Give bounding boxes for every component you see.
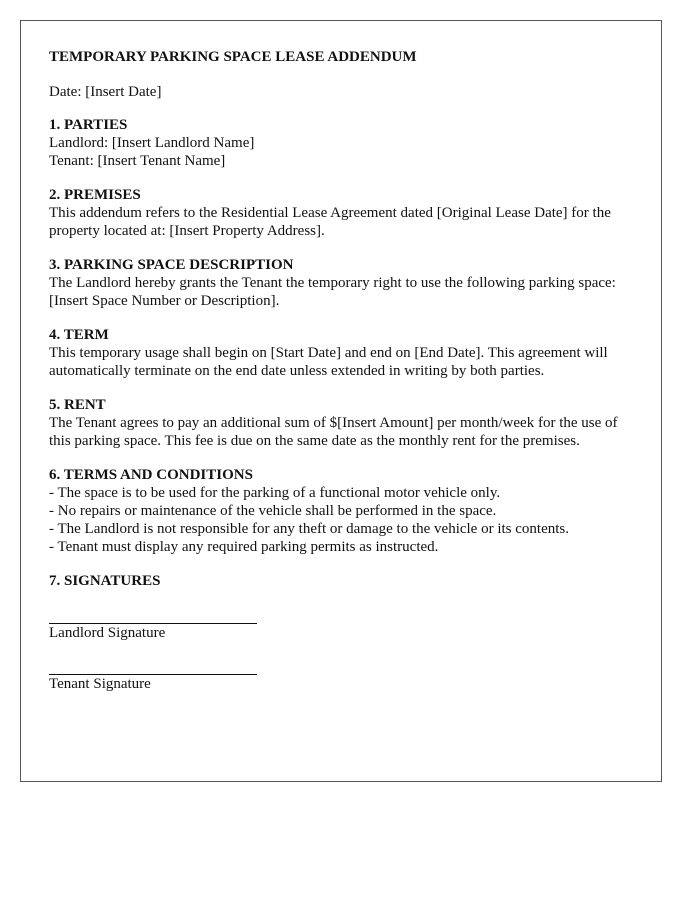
- section-terms-and-conditions: [49, 466, 639, 556]
- section-text: This addendum refers to the Residential Lease Agreement dated [Original Lease Date] for the property located at: [Insert Property Address].: [49, 205, 611, 239]
- section-heading: 7. SIGNATURES: [49, 573, 161, 589]
- tenant-signature-label: Tenant Signature: [49, 676, 151, 692]
- section-text: The Tenant agrees to pay an additional sum of $[Insert Amount] per month/week for the use of this parking space. This fee is due on the same date as the monthly rent for the premises.: [49, 415, 618, 449]
- section-heading: 2. PREMISES: [49, 187, 141, 203]
- condition-item: - The space is to be used for the parking of a functional motor vehicle only.: [49, 485, 501, 501]
- landlord-name-line: Landlord: [Insert Landlord Name]: [49, 135, 255, 151]
- landlord-signature-label: Landlord Signature: [49, 625, 166, 641]
- landlord-signature-line: [49, 590, 257, 624]
- condition-item: - No repairs or maintenance of the vehicle shall be performed in the space.: [49, 503, 497, 519]
- condition-item: - Tenant must display any required parking permits as instructed.: [49, 539, 439, 555]
- section-signatures: [49, 572, 639, 693]
- section-parties: [49, 116, 639, 170]
- tenant-signature-line: [49, 642, 257, 675]
- section-text: This temporary usage shall begin on [Start Date] and end on [End Date]. This agreement will automatically terminate on the end date unless extended in writing by both parties.: [49, 345, 608, 379]
- document-title: TEMPORARY PARKING SPACE LEASE ADDENDUM: [49, 49, 417, 65]
- section-heading: 4. TERM: [49, 327, 109, 343]
- section-heading: 5. RENT: [49, 397, 106, 413]
- section-heading: 1. PARTIES: [49, 117, 128, 133]
- tenant-name-line: Tenant: [Insert Tenant Name]: [49, 153, 226, 169]
- lease-addendum-document: [20, 20, 662, 782]
- condition-item: - The Landlord is not responsible for any theft or damage to the vehicle or its contents.: [49, 521, 569, 537]
- date-line: Date: [Insert Date]: [49, 84, 162, 100]
- section-text: The Landlord hereby grants the Tenant the temporary right to use the following parking space: [Insert Space Number or Description].: [49, 275, 616, 309]
- section-heading: 6. TERMS AND CONDITIONS: [49, 467, 253, 483]
- section-premises: [49, 186, 639, 240]
- section-parking-space-description: [49, 256, 639, 310]
- section-term: [49, 326, 639, 380]
- section-heading: 3. PARKING SPACE DESCRIPTION: [49, 257, 294, 273]
- section-rent: [49, 396, 639, 450]
